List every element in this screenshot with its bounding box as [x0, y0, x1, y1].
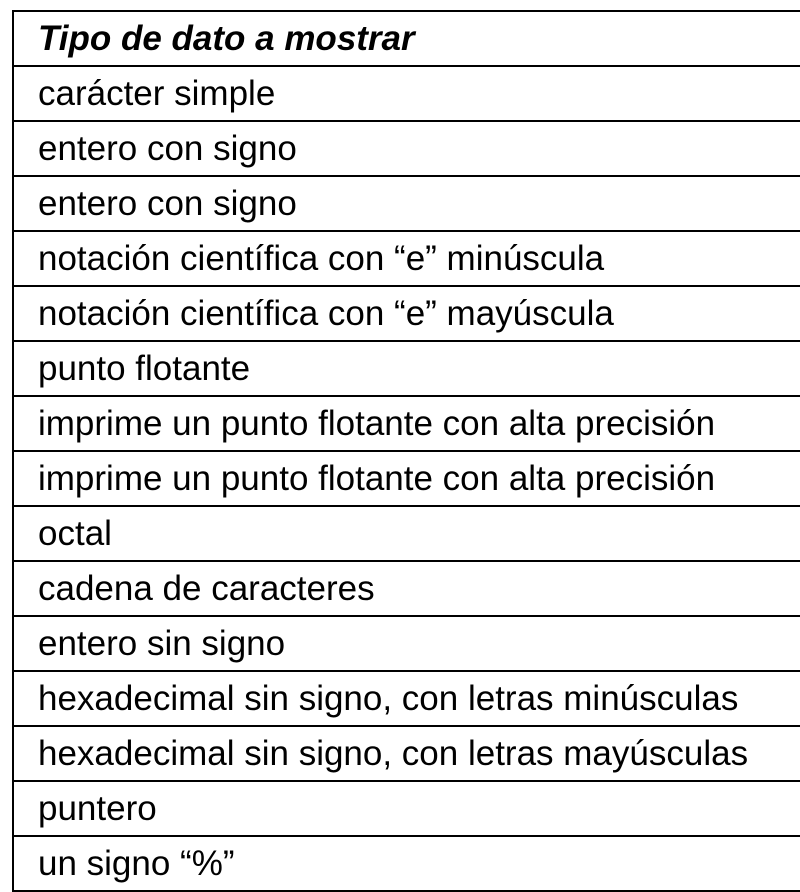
table-cell: entero con signo [13, 176, 800, 231]
table-header-row [13, 11, 800, 66]
table-row [13, 286, 800, 341]
table-cell: cadena de caracteres [13, 561, 800, 616]
table-cell: entero con signo [13, 121, 800, 176]
table-row [13, 176, 800, 231]
table-row [13, 561, 800, 616]
table-cell: punto flotante [13, 341, 800, 396]
table-row [13, 121, 800, 176]
table-row [13, 451, 800, 506]
table-row [13, 396, 800, 451]
table-row [13, 671, 800, 726]
table-cell: imprime un punto flotante con alta precisión [13, 451, 800, 506]
column-header: Tipo de dato a mostrar [13, 11, 800, 66]
table-cell: puntero [13, 781, 800, 836]
table-cell: hexadecimal sin signo, con letras mayúsculas [13, 726, 800, 781]
table-cell: notación científica con “e” minúscula [13, 231, 800, 286]
table-row [13, 836, 800, 891]
table-row [13, 616, 800, 671]
table-cell: notación científica con “e” mayúscula [13, 286, 800, 341]
table-cell: imprime un punto flotante con alta precisión [13, 396, 800, 451]
table-cell: hexadecimal sin signo, con letras minúsculas [13, 671, 800, 726]
table-row [13, 726, 800, 781]
table-cell: entero sin signo [13, 616, 800, 671]
table-row [13, 231, 800, 286]
table-cell: octal [13, 506, 800, 561]
table-row [13, 66, 800, 121]
table-row [13, 506, 800, 561]
table-row [13, 341, 800, 396]
table-row [13, 781, 800, 836]
table-cell: carácter simple [13, 66, 800, 121]
data-type-table [12, 10, 800, 892]
table-cell: un signo “%” [13, 836, 800, 891]
